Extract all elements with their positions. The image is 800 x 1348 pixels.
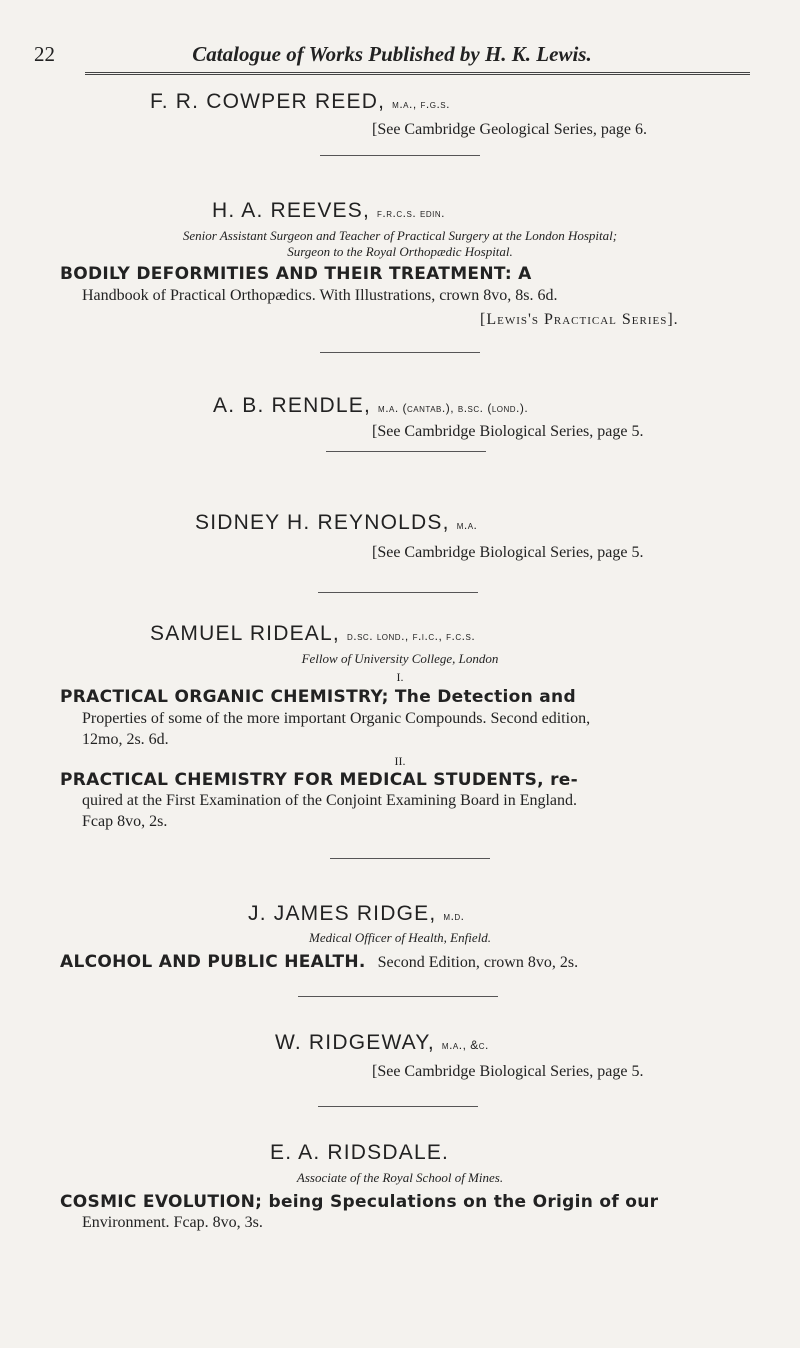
book-description: quired at the First Examination of the Conjoint Examining Board in England. [82, 792, 578, 809]
series-reference: [Lewis's Practical Series]. [480, 311, 679, 328]
running-title: Catalogue of Works Published by H. K. Lewis. [192, 42, 592, 66]
book-title: PRACTICAL CHEMISTRY FOR MEDICAL STUDENTS, re- [60, 770, 578, 790]
separator-rule [320, 352, 480, 353]
author-name [270, 1141, 449, 1165]
affiliation: Medical Officer of Health, Enfield. [309, 930, 491, 945]
author-name [248, 902, 465, 926]
author-degrees: m.d. [443, 909, 465, 923]
section-numeral: I. [396, 670, 404, 684]
cross-reference: [See Cambridge Biological Series, page 5. [372, 423, 644, 440]
book-description: Environment. Fcap. 8vo, 3s. [82, 1214, 263, 1231]
affiliation: Fellow of University College, London [301, 651, 499, 666]
author-label: E. A. RIDSDALE. [270, 1141, 450, 1164]
separator-rule [318, 592, 478, 593]
author-label: J. JAMES RIDGE, [248, 902, 437, 925]
book-title: BODILY DEFORMITIES AND THEIR TREATMENT: A [60, 264, 532, 284]
author-name [212, 199, 445, 223]
book-description: Fcap 8vo, 2s. [82, 813, 168, 830]
book-title: PRACTICAL ORGANIC CHEMISTRY; The Detection and [60, 687, 576, 707]
author-label: SAMUEL RIDEAL, [150, 622, 340, 645]
author-name [150, 622, 475, 646]
book-title: COSMIC EVOLUTION; being Speculations on the Origin of our [60, 1192, 659, 1212]
book-description: Second Edition, crown 8vo, 2s. [377, 954, 579, 971]
author-degrees: d.sc. lond., f.i.c., f.c.s. [346, 629, 476, 643]
author-label: H. A. REEVES, [212, 199, 370, 222]
separator-rule [320, 155, 480, 156]
cross-reference: [See Cambridge Biological Series, page 5. [372, 1063, 644, 1080]
section-numeral: II. [394, 754, 406, 768]
book-title: ALCOHOL AND PUBLIC HEALTH. [60, 952, 366, 972]
affiliation: Senior Assistant Surgeon and Teacher of Practical Surgery at the London Hospital; [182, 228, 618, 243]
author-degrees: m.a., f.g.s. [392, 97, 450, 111]
affiliation: Associate of the Royal School of Mines. [296, 1170, 504, 1185]
header-rule [85, 72, 750, 77]
author-degrees: f.r.c.s. edin. [377, 206, 445, 220]
book-description: 12mo, 2s. 6d. [82, 731, 169, 748]
author-degrees: m.a. [456, 518, 478, 532]
cross-reference: [See Cambridge Geological Series, page 6. [372, 121, 648, 138]
author-name [150, 90, 450, 114]
separator-rule [330, 858, 490, 859]
separator-rule [326, 451, 486, 452]
author-label: F. R. COWPER REED, [150, 90, 386, 113]
page-number: 22 [34, 42, 55, 66]
author-degrees: m.a. (cantab.), b.sc. (lond.). [378, 401, 529, 415]
affiliation: Surgeon to the Royal Orthopædic Hospital. [287, 244, 513, 259]
separator-rule [298, 996, 498, 997]
separator-rule [318, 1106, 478, 1107]
cross-reference: [See Cambridge Biological Series, page 5. [372, 544, 644, 561]
author-name [195, 511, 477, 535]
book-line [60, 952, 578, 972]
book-description: Handbook of Practical Orthopædics. With Illustrations, crown 8vo, 8s. 6d. [82, 287, 558, 304]
page-header [34, 42, 750, 72]
author-label: A. B. RENDLE, [213, 394, 371, 417]
author-name [213, 394, 528, 418]
author-label: W. RIDGEWAY, [275, 1031, 435, 1054]
author-label: SIDNEY H. REYNOLDS, [195, 511, 450, 534]
author-name [275, 1031, 489, 1055]
author-degrees: m.a., &c. [441, 1038, 489, 1052]
book-description: Properties of some of the more important Organic Compounds. Second edition, [82, 710, 591, 727]
